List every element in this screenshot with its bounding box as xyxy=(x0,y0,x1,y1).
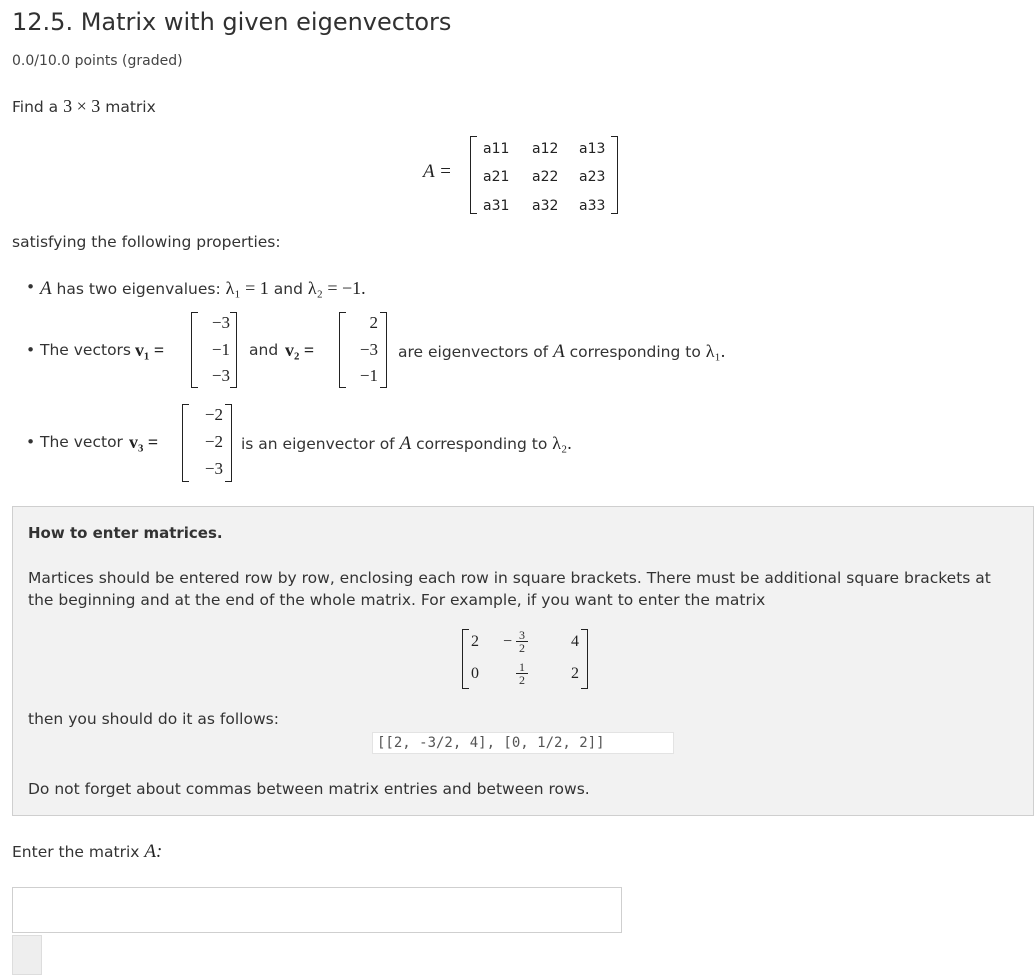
example-code: [[2, -3/2, 4], [0, 1/2, 2]] xyxy=(372,732,674,754)
vector-v3 xyxy=(182,404,232,482)
example-entry: 2 xyxy=(571,665,579,682)
vector-entry: −1 xyxy=(359,366,378,385)
matrix-a-label: A = xyxy=(423,161,452,182)
example-entry: 4 xyxy=(571,633,579,650)
and-text: and xyxy=(249,341,279,359)
example-matrix xyxy=(462,629,588,689)
matrix-entry: a22 xyxy=(532,169,559,185)
v1-label: v₁ = xyxy=(135,340,165,360)
example-fraction: $\frac{1}{2}$ xyxy=(516,661,528,686)
help-line-2: the beginning and at the end of the whole matrix. For example, if you want to enter the matrix xyxy=(28,591,766,609)
matrix-entry: a31 xyxy=(483,198,510,214)
vector-entry: −3 xyxy=(204,459,223,478)
matrix-entry: a32 xyxy=(532,198,559,214)
property-3-prefix: • The vector xyxy=(40,433,123,451)
property-2-suffix: are eigenvectors of A corresponding to λ₁. xyxy=(398,341,726,362)
help-box xyxy=(12,506,1034,816)
vector-v1 xyxy=(191,312,237,388)
matrix-answer-input[interactable] xyxy=(12,887,622,933)
property-2-prefix: • The vectors xyxy=(40,341,131,359)
answer-status-button[interactable] xyxy=(12,935,42,975)
then-text: then you should do it as follows: xyxy=(28,710,279,728)
matrix-entry: a21 xyxy=(483,169,510,185)
property-3-suffix: is an eigenvector of A corresponding to λ₂. xyxy=(241,433,572,454)
help-line-1: Martices should be entered row by row, enclosing each row in square brackets. There must be additional square brackets at xyxy=(28,569,991,587)
v3-label: v₃ = xyxy=(129,432,159,452)
problem-title: 12.5. Matrix with given eigenvectors xyxy=(12,8,452,36)
matrix-entry: a11 xyxy=(483,141,510,157)
example-entry: − xyxy=(503,633,513,650)
vector-entry: −2 xyxy=(204,432,223,451)
vector-entry: 2 xyxy=(369,313,378,332)
vector-v2 xyxy=(339,312,387,388)
example-fraction: $\frac{3}{2}$ xyxy=(516,629,528,654)
help-heading: How to enter matrices. xyxy=(28,524,223,542)
v2-label: v₂ = xyxy=(285,340,315,360)
vector-entry: −3 xyxy=(211,366,230,385)
vector-entry: −3 xyxy=(359,340,378,359)
example-entry: 0 xyxy=(471,665,479,682)
help-footer: Do not forget about commas between matrix entries and between rows. xyxy=(28,780,590,798)
matrix-entry: a23 xyxy=(579,169,606,185)
points-label: 0.0/10.0 points (graded) xyxy=(12,53,183,69)
property-1: • A has two eigenvalues: λ₁ = 1 and λ₂ = −1. xyxy=(40,278,366,300)
matrix-a xyxy=(470,136,618,214)
vector-entry: −3 xyxy=(211,313,230,332)
vector-entry: −2 xyxy=(204,405,223,424)
intro-text: Find a 3 × 3 matrix xyxy=(12,96,156,116)
answer-prompt: Enter the matrix A: xyxy=(12,841,163,862)
matrix-entry: a13 xyxy=(579,141,606,157)
satisfying-text: satisfying the following properties: xyxy=(12,233,281,251)
matrix-entry: a12 xyxy=(532,141,559,157)
example-entry: 2 xyxy=(471,633,479,650)
vector-entry: −1 xyxy=(211,340,230,359)
matrix-entry: a33 xyxy=(579,198,606,214)
